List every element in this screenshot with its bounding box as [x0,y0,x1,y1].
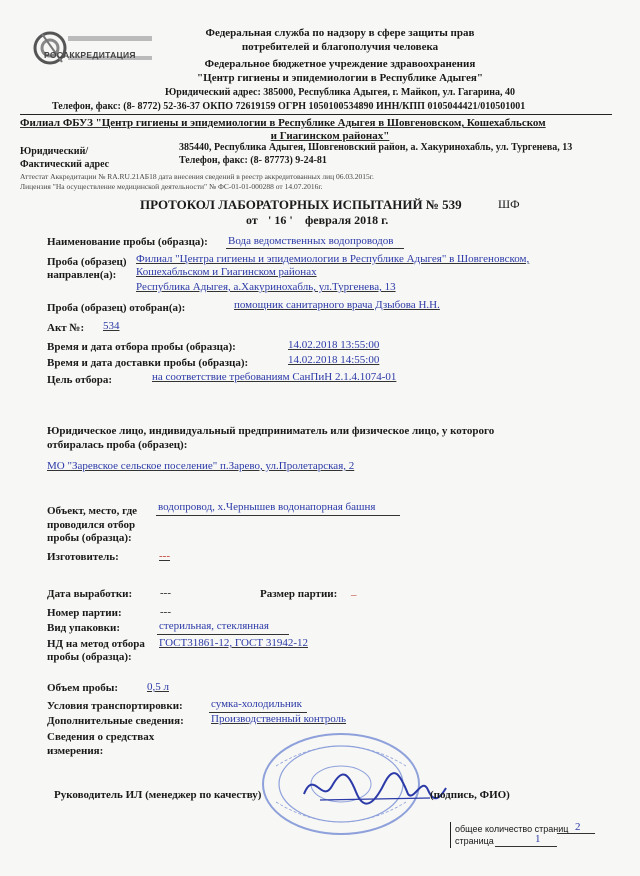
production-date-label: Дата выработки: [47,588,133,600]
packaging-value: стерильная, стеклянная [159,620,269,632]
additional-value: Производственный контроль [211,713,347,725]
sampling-time-label: Время и дата отбора пробы (образца): [47,341,236,353]
address-label-1: Юридический/ [20,146,89,157]
protocol-code: ШФ [498,197,520,211]
org-address: Юридический адрес: 385000, Республика Адыгея, г. Майкоп, ул. Гагарина, 40 [165,87,515,98]
protocol-title: ПРОТОКОЛ ЛАБОРАТОРНЫХ ИСПЫТАНИЙ № 539 [140,197,462,212]
transport-value: сумка-холодильник [211,698,302,710]
production-date-value: --- [160,587,171,599]
sample-name-value: Вода ведомственных водопроводов [228,235,394,247]
delivery-time-value: 14.02.2018 14:55:00 [288,354,380,366]
protocol-day: ' 16 ' [268,213,293,227]
divider [20,114,612,115]
packaging-label: Вид упаковки: [47,622,121,634]
delivery-time-label: Время и дата доставки пробы (образца): [47,357,249,369]
protocol-month-year: февраля 2018 г. [305,213,389,227]
batch-number-value: --- [160,606,171,618]
org-line-1: Федеральная служба по надзору в сфере защиты прав [205,27,475,39]
page-label: страница [455,836,494,846]
underline [157,634,289,635]
taken-by-value: помощник санитарного врача Дзыбова Н.Н. [234,299,440,311]
org-line-2: потребителей и благополучия человека [241,41,439,53]
address-label-2: Фактический адрес [20,159,110,170]
underline [495,846,557,847]
page-counter-box [450,822,599,848]
logo-text: РОСАККРЕДИТАЦИЯ [44,50,136,60]
branch-title-line-2: и Гиагинском районах" [270,130,390,142]
underline [226,248,404,249]
underline [557,833,595,834]
nd-label-1: НД на метод отбора [47,638,145,650]
underline [156,515,400,516]
org-line-3: Федеральное бюджетное учреждение здравоохранения [204,58,476,70]
manufacturer-label: Изготовитель: [47,551,119,563]
org-line-4: "Центр гигиены и эпидемиологии в Республике Адыгея" [197,72,483,84]
handwritten-signature [300,764,450,809]
act-value: 534 [103,320,120,332]
manufacturer-value: --- [159,550,170,562]
branch-address: 385440, Республика Адыгея, Шовгеновский район, а. Хакуринохабль, ул. Тургенева, 13 [179,142,573,153]
sampling-time-value: 14.02.2018 13:55:00 [288,339,380,351]
sent-to-value-1: Филиал "Центра гигиены и эпидемиологии в Республике Адыгея" в Шовгеновском, [136,253,530,265]
protocol-date-prefix: от [246,213,258,227]
branch-phone: Телефон, факс: (8- 87773) 9-24-81 [179,155,327,166]
batch-size-value: _ [351,585,357,597]
act-label: Акт №: [47,322,85,334]
sent-to-label-1: Проба (образец) [47,256,127,268]
object-label-2: проводился отбор [47,519,136,531]
legal-entity-value: МО "Заревское сельское поселение" п.Зарево, ул.Пролетарская, 2 [47,460,355,472]
org-phones: Телефон, факс: (8- 8772) 52-36-37 ОКПО 72619159 ОГРН 1050100534890 ИНН/КПП 0105044421/010501001 [52,101,526,112]
page-value: 1 [535,833,541,845]
batch-size-label: Размер партии: [260,588,338,600]
measuring-label-1: Сведения о средствах [47,731,155,743]
signature-hint: (подпись, ФИО) [430,789,510,801]
total-pages-value: 2 [575,821,581,833]
legal-entity-label-2: отбиралась проба (образец): [47,439,188,451]
volume-value: 0,5 л [147,681,169,693]
sample-name-label: Наименование пробы (образца): [47,236,208,248]
object-label-3: пробы (образца): [47,532,132,544]
nd-label-2: пробы (образца): [47,651,132,663]
additional-label: Дополнительные сведения: [47,715,184,727]
nd-value: ГОСТ31861-12, ГОСТ 31942-12 [159,637,309,649]
total-pages-label: общее количество страниц [455,824,569,834]
object-label-1: Объект, место, где [47,505,138,517]
object-value: водопровод, х.Чернышев водонапорная башня [158,501,376,513]
purpose-label: Цель отбора: [47,374,113,386]
taken-by-label: Проба (образец) отобран(а): [47,302,186,314]
sent-to-value-2: Кошехабльском и Гиагинском районах [136,266,317,278]
purpose-value: на соответствие требованиям СанПиН 2.1.4.1074-01 [152,371,397,383]
sent-to-value-3: Республика Адыгея, а.Хакуринохабль, ул.Тургенева, 13 [136,281,396,293]
transport-label: Условия транспортировки: [47,700,183,712]
head-label: Руководитель ИЛ (менеджер по качеству) [54,789,262,801]
accreditation-line-1: Аттестат Аккредитации № RA.RU.21АБ18 дата внесения сведений в реестр аккредитованных лиц 06.03.2015г. [20,172,374,181]
batch-number-label: Номер партии: [47,607,122,619]
accreditation-line-2: Лицензия "На осуществление медицинской деятельности" № ФС-01-01-000288 от 14.07.2016г. [20,182,323,191]
branch-title-line-1: Филиал ФБУЗ "Центр гигиены и эпидемиологии в Республике Адыгея в Шовгеновском, Кошехабльском [20,117,546,129]
legal-entity-label-1: Юридическое лицо, индивидуальный предприниматель или физическое лицо, у которого [47,425,495,437]
sent-to-label-2: направлен(а): [47,269,117,281]
measuring-label-2: измерения: [47,745,104,757]
volume-label: Объем пробы: [47,682,119,694]
